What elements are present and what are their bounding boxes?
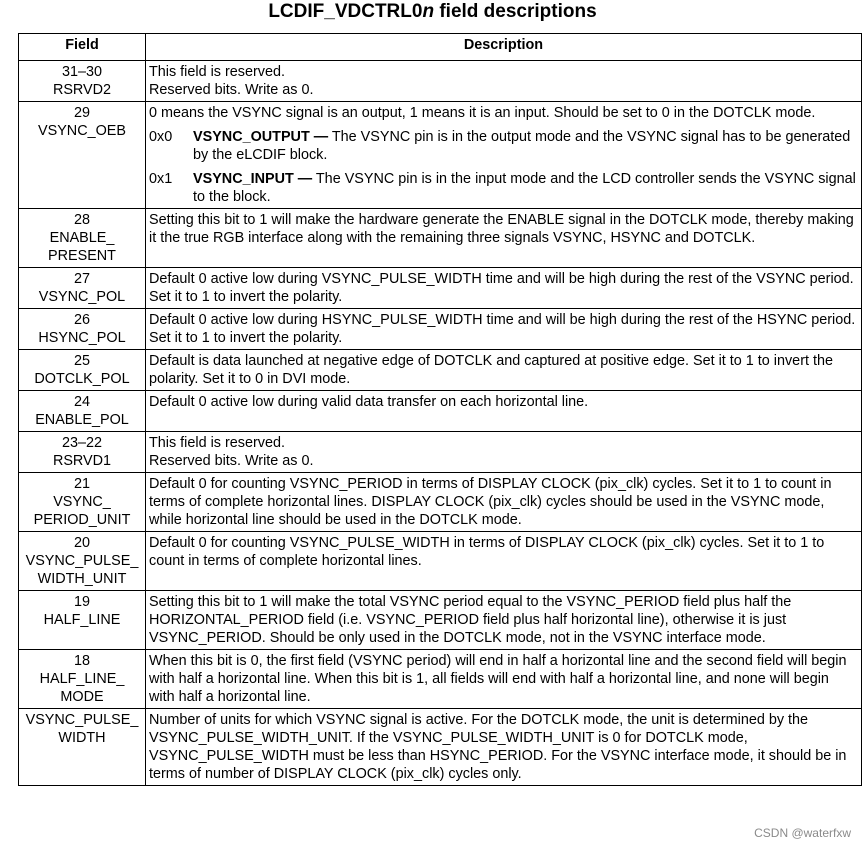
description-text: Default 0 active low during valid data transfer on each horizontal line. — [149, 394, 589, 410]
field-cell — [19, 61, 146, 102]
table-row — [19, 309, 862, 350]
field-bits: 29 — [73, 105, 90, 121]
field-name: VSYNC_ PERIOD_UNIT — [33, 494, 131, 528]
description-text: Reserved bits. Write as 0. — [149, 453, 314, 469]
description-text: Default 0 for counting VSYNC_PERIOD in terms of DISPLAY CLOCK (pix_clk) cycles. Set it to 1 to count in terms of complete horizontal lines. DISPLAY CLOCK (pix_clk) cycles should be used in the VSYNC mode, while horizontal line should be used in the DOTCLK mode. — [149, 476, 832, 528]
field-cell — [19, 473, 146, 532]
description-text: This field is reserved. — [149, 435, 285, 451]
description-cell — [146, 209, 862, 268]
table-row — [19, 432, 862, 473]
enum-text: The VSYNC pin is in the output mode and the VSYNC signal has to be generated by the eLCDIF block. — [193, 129, 851, 163]
description-text: Reserved bits. Write as 0. — [149, 82, 314, 98]
table-row — [19, 591, 862, 650]
field-cell — [19, 391, 146, 432]
field-descriptions-table — [18, 33, 862, 786]
description-cell — [146, 473, 862, 532]
field-cell — [19, 350, 146, 391]
table-row — [19, 709, 862, 786]
description-cell — [146, 309, 862, 350]
watermark: CSDN @waterfxw — [754, 826, 851, 840]
field-bits: 31–30 — [61, 64, 103, 80]
field-name: RSRVD1 — [52, 453, 112, 469]
field-bits: 20 — [73, 535, 90, 551]
field-cell — [19, 309, 146, 350]
field-bits: 27 — [73, 271, 90, 287]
table-row — [19, 268, 862, 309]
enum-text: The VSYNC pin is in the input mode and the LCD controller sends the VSYNC signal to the block. — [193, 171, 856, 205]
description-header: Description — [146, 34, 862, 61]
title-suffix: n — [422, 1, 435, 22]
description-text: Default 0 for counting VSYNC_PULSE_WIDTH in terms of DISPLAY CLOCK (pix_clk) cycles. Set it to 1 to count in terms of complete horizontal lines. — [149, 535, 825, 569]
field-cell — [19, 709, 146, 786]
description-text: Setting this bit to 1 will make the hardware generate the ENABLE signal in the DOTCLK mode, thereby making it the true RGB interface along with the remaining three signals VSYNC, HSYNC and DOTCLK. — [149, 212, 854, 246]
description-cell — [146, 650, 862, 709]
description-cell — [146, 432, 862, 473]
field-cell — [19, 650, 146, 709]
table-row — [19, 650, 862, 709]
field-name: VSYNC_OEB — [38, 123, 126, 139]
table-row — [19, 391, 862, 432]
description-cell — [146, 268, 862, 309]
enum-code: 0x1 — [149, 171, 173, 187]
enum-name: VSYNC_OUTPUT — — [193, 129, 329, 145]
field-bits: 26 — [73, 312, 90, 328]
field-cell — [19, 209, 146, 268]
field-bits: 28 — [73, 212, 90, 228]
description-text: Number of units for which VSYNC signal is active. For the DOTCLK mode, the unit is determined by the VSYNC_PULSE_WIDTH_UNIT. If the VSYNC_PULSE_WIDTH_UNIT is 0 for DOTCLK mode, VSYNC_PULSE_WIDTH must be less than HSYNC_PERIOD. For the VSYNC interface mode, it should be in terms of number of DISPLAY CLOCK (pix_clk) cycles only. — [149, 712, 847, 782]
description-text: Default 0 active low during HSYNC_PULSE_WIDTH time and will be high during the rest of the HSYNC period. Set it to 1 to invert the polarity. — [149, 312, 856, 346]
description-cell — [146, 61, 862, 102]
field-name: DOTCLK_POL — [34, 371, 130, 387]
enum-description — [193, 170, 858, 206]
table-row — [19, 102, 862, 209]
header-row — [19, 34, 862, 61]
table-row — [19, 209, 862, 268]
title-rest: field descriptions — [434, 1, 597, 22]
table-title — [0, 0, 865, 26]
field-name: VSYNC_POL — [38, 289, 126, 305]
field-cell — [19, 591, 146, 650]
field-cell — [19, 268, 146, 309]
enum-value — [149, 170, 858, 206]
description-cell — [146, 591, 862, 650]
field-bits: 18 — [73, 653, 90, 669]
field-header: Field — [19, 34, 146, 61]
field-name: VSYNC_PULSE_ WIDTH_UNIT — [25, 553, 139, 587]
field-name: HSYNC_POL — [38, 330, 126, 346]
description-cell — [146, 709, 862, 786]
description-text: Setting this bit to 1 will make the total VSYNC period equal to the VSYNC_PERIOD field plus half the HORIZONTAL_PERIOD field (i.e. VSYNC_PERIOD field plus half horizontal line), otherwise it is just VSYNC_PERIOD. Should be only used in the DOTCLK mode, not in the VSYNC interface mode. — [149, 594, 792, 646]
description-cell — [146, 102, 862, 209]
field-name: HALF_LINE — [43, 612, 121, 628]
table-row — [19, 350, 862, 391]
field-bits: 21 — [73, 476, 90, 492]
field-name: VSYNC_PULSE_ WIDTH — [25, 712, 139, 746]
field-name: RSRVD2 — [52, 82, 112, 98]
field-name: ENABLE_ PRESENT — [48, 230, 116, 264]
field-bits: 24 — [73, 394, 90, 410]
table-row — [19, 473, 862, 532]
description-cell — [146, 350, 862, 391]
description-cell — [146, 532, 862, 591]
field-name: HALF_LINE_ MODE — [39, 671, 125, 705]
enum-name: VSYNC_INPUT — — [193, 171, 313, 187]
enum-code: 0x0 — [149, 129, 173, 145]
field-bits: 23–22 — [61, 435, 103, 451]
description-text: 0 means the VSYNC signal is an output, 1 means it is an input. Should be set to 0 in the DOTCLK mode. — [149, 105, 816, 121]
field-name: ENABLE_POL — [35, 412, 129, 428]
enum-description — [193, 128, 858, 164]
description-cell — [146, 391, 862, 432]
table-row — [19, 61, 862, 102]
field-cell — [19, 102, 146, 209]
description-text: Default is data launched at negative edge of DOTCLK and captured at positive edge. Set it to 1 to invert the polarity. Set it to 0 in DVI mode. — [149, 353, 833, 387]
description-text: This field is reserved. — [149, 64, 285, 80]
title-main: LCDIF_VDCTRL0 — [268, 1, 423, 22]
enum-value — [149, 128, 858, 164]
field-cell — [19, 432, 146, 473]
table-row — [19, 532, 862, 591]
field-bits: 25 — [73, 353, 90, 369]
field-bits: 19 — [73, 594, 90, 610]
description-text: Default 0 active low during VSYNC_PULSE_WIDTH time and will be high during the rest of the VSYNC period. Set it to 1 to invert the polarity. — [149, 271, 854, 305]
description-text: When this bit is 0, the first field (VSYNC period) will end in half a horizontal line and the second field will begin with half a horizontal line. When this bit is 1, all fields will end with half a horizontal line, and none will begin with half a horizontal line. — [149, 653, 847, 705]
field-cell — [19, 532, 146, 591]
